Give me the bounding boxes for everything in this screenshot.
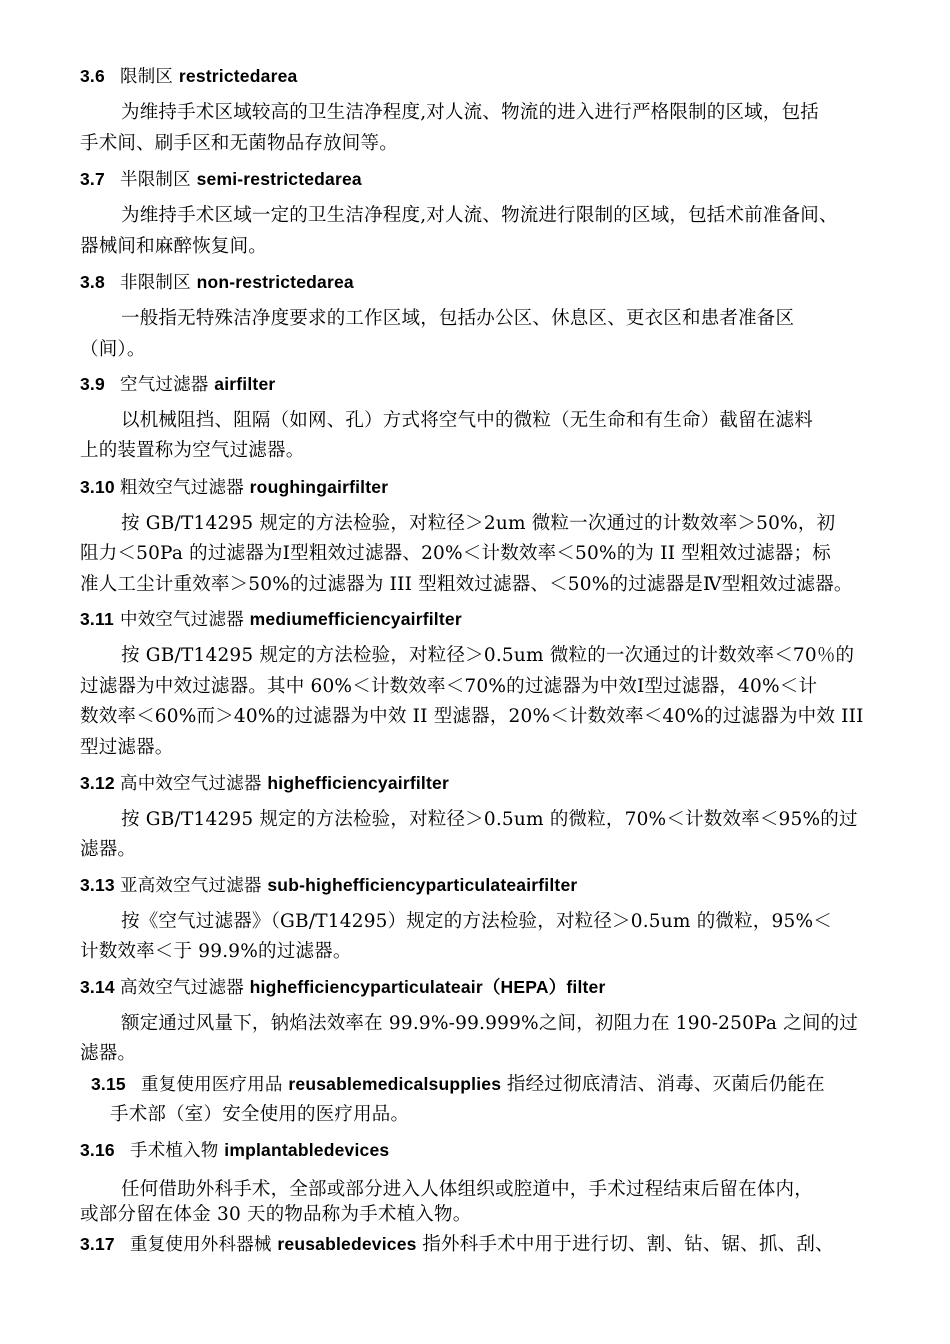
section-title-en: mediumefficiencyairfilter xyxy=(249,609,462,629)
section-number: 3.7 xyxy=(80,169,105,189)
section-heading xyxy=(80,475,388,500)
section-title-zh: 高中效空气过滤器 xyxy=(120,774,262,794)
body-line: 滤器。 xyxy=(80,839,137,860)
section-title-zh: 半限制区 xyxy=(120,170,191,190)
section-title-zh: 手术植入物 xyxy=(130,1141,219,1161)
section-number: 3.15 xyxy=(91,1074,126,1094)
body-line: 额定通过风量下，钠焰法效率在 99.9%-99.999%之间，初阻力在 190-250Pa 之间的过 xyxy=(121,1013,858,1034)
section-title-en: reusablemedicalsupplies xyxy=(288,1074,502,1094)
body-line: （间）。 xyxy=(80,339,146,360)
section-heading xyxy=(80,771,449,796)
section-title-zh: 粗效空气过滤器 xyxy=(120,478,244,498)
body-line: 为维持手术区域一定的卫生洁净程度,对人流、物流进行限制的区域，包括术前准备间、 xyxy=(121,205,838,226)
body-line: 为维持手术区域较高的卫生洁净程度,对人流、物流的进入进行严格限制的区域，包括 xyxy=(121,102,819,123)
body-line: 阻力＜50Pa 的过滤器为Ⅰ型粗效过滤器、20%＜计数效率＜50%的为 II 型粗效过滤器；标 xyxy=(80,543,831,564)
body-line: 手术间、刷手区和无菌物品存放间等。 xyxy=(80,133,398,154)
section-number: 3.8 xyxy=(80,272,105,292)
body-line: 数效率＜60%而＞40%的过滤器为中效 II 型滤器，20%＜计数效率＜40%的过滤器为中效 III xyxy=(80,706,864,727)
section-heading xyxy=(80,975,605,1000)
section-heading xyxy=(80,64,297,89)
body-line: 计数效率＜于 99.9%的过滤器。 xyxy=(80,941,352,962)
section-title-en: highefficiencyairfilter xyxy=(267,773,449,793)
body-line: 上的装置称为空气过滤器。 xyxy=(80,440,305,461)
body-line: 按 GB/T14295 规定的方法检验，对粒径＞0.5um 微粒的一次通过的计数效率＜70％的 xyxy=(121,645,855,666)
section-title-en: semi-restrictedarea xyxy=(196,169,362,189)
section-heading xyxy=(80,167,362,192)
body-line: 按《空气过滤器》（GB/T14295）规定的方法检验，对粒径＞0.5um 的微粒，95%＜ xyxy=(121,911,832,932)
section-title-zh: 限制区 xyxy=(120,67,174,87)
section-heading xyxy=(91,1072,825,1097)
body-line: 以机械阻挡、阻隔（如网、孔）方式将空气中的微粒（无生命和有生命）截留在滤料 xyxy=(121,410,813,431)
section-title-zh: 重复使用医疗用品 xyxy=(141,1075,283,1095)
body-line: 器械间和麻醉恢复间。 xyxy=(80,236,268,257)
section-number: 3.13 xyxy=(80,875,115,895)
body-line: 一般指无特殊洁净度要求的工作区域，包括办公区、休息区、更衣区和患者准备区 xyxy=(121,308,795,329)
section-title-en: implantabledevices xyxy=(224,1140,390,1160)
section-title-zh: 非限制区 xyxy=(120,273,191,293)
section-heading xyxy=(80,372,275,397)
section-heading xyxy=(80,1232,834,1257)
section-title-zh: 空气过滤器 xyxy=(120,375,209,395)
section-number: 3.16 xyxy=(80,1140,115,1160)
body-line: 型过滤器。 xyxy=(80,737,174,758)
section-title-zh: 亚高效空气过滤器 xyxy=(120,876,262,896)
section-heading xyxy=(80,607,462,632)
section-number: 3.9 xyxy=(80,374,105,394)
body-line: 过滤器为中效过滤器。其中 60%＜计数效率＜70%的过滤器为中效Ⅰ型过滤器，40%＜计 xyxy=(80,676,818,697)
section-title-en: roughingairfilter xyxy=(249,477,389,497)
section-title-en: reusabledevices xyxy=(277,1234,417,1254)
body-line: 滤器。 xyxy=(80,1043,137,1064)
section-title-zh: 重复使用外科器械 xyxy=(130,1235,272,1255)
section-title-en: sub-highefficiencyparticulateairfilter xyxy=(267,875,578,895)
section-title-en: airfilter xyxy=(214,374,276,394)
section-title-en: highefficiencyparticulateair（HEPA）filter xyxy=(249,977,606,997)
section-heading xyxy=(80,1138,389,1163)
section-inline-text: 指外科手术中用于进行切、割、钻、锯、抓、刮、 xyxy=(422,1234,834,1255)
section-heading xyxy=(80,270,354,295)
body-line: 手术部（室）安全使用的医疗用品。 xyxy=(110,1104,410,1125)
section-title-zh: 高效空气过滤器 xyxy=(120,978,244,998)
section-title-zh: 中效空气过滤器 xyxy=(120,610,244,630)
section-number: 3.11 xyxy=(80,609,114,629)
body-line: 或部分留在体金 30 天的物品称为手术植入物。 xyxy=(80,1204,472,1225)
section-number: 3.6 xyxy=(80,66,105,86)
section-title-en: restrictedarea xyxy=(178,66,298,86)
section-inline-text: 指经过彻底清洁、消毒、灭菌后仍能在 xyxy=(506,1074,825,1095)
section-number: 3.10 xyxy=(80,477,115,497)
body-line: 准人工尘计重效率＞50%的过滤器为 III 型粗效过滤器、＜50%的过滤器是Ⅳ型粗效过滤器。 xyxy=(80,574,853,595)
section-number: 3.14 xyxy=(80,977,115,997)
body-line: 任何借助外科手术，全部或部分进入人体组织或腔道中，手术过程结束后留在体内， xyxy=(121,1179,813,1200)
section-number: 3.17 xyxy=(80,1234,115,1254)
section-title-en: non-restrictedarea xyxy=(196,272,354,292)
section-heading xyxy=(80,873,577,898)
body-line: 按 GB/T14295 规定的方法检验，对粒径＞2um 微粒一次通过的计数效率＞50%，初 xyxy=(121,513,836,534)
section-number: 3.12 xyxy=(80,773,115,793)
body-line: 按 GB/T14295 规定的方法检验，对粒径＞0.5um 的微粒，70%＜计数效率＜95%的过 xyxy=(121,809,858,830)
